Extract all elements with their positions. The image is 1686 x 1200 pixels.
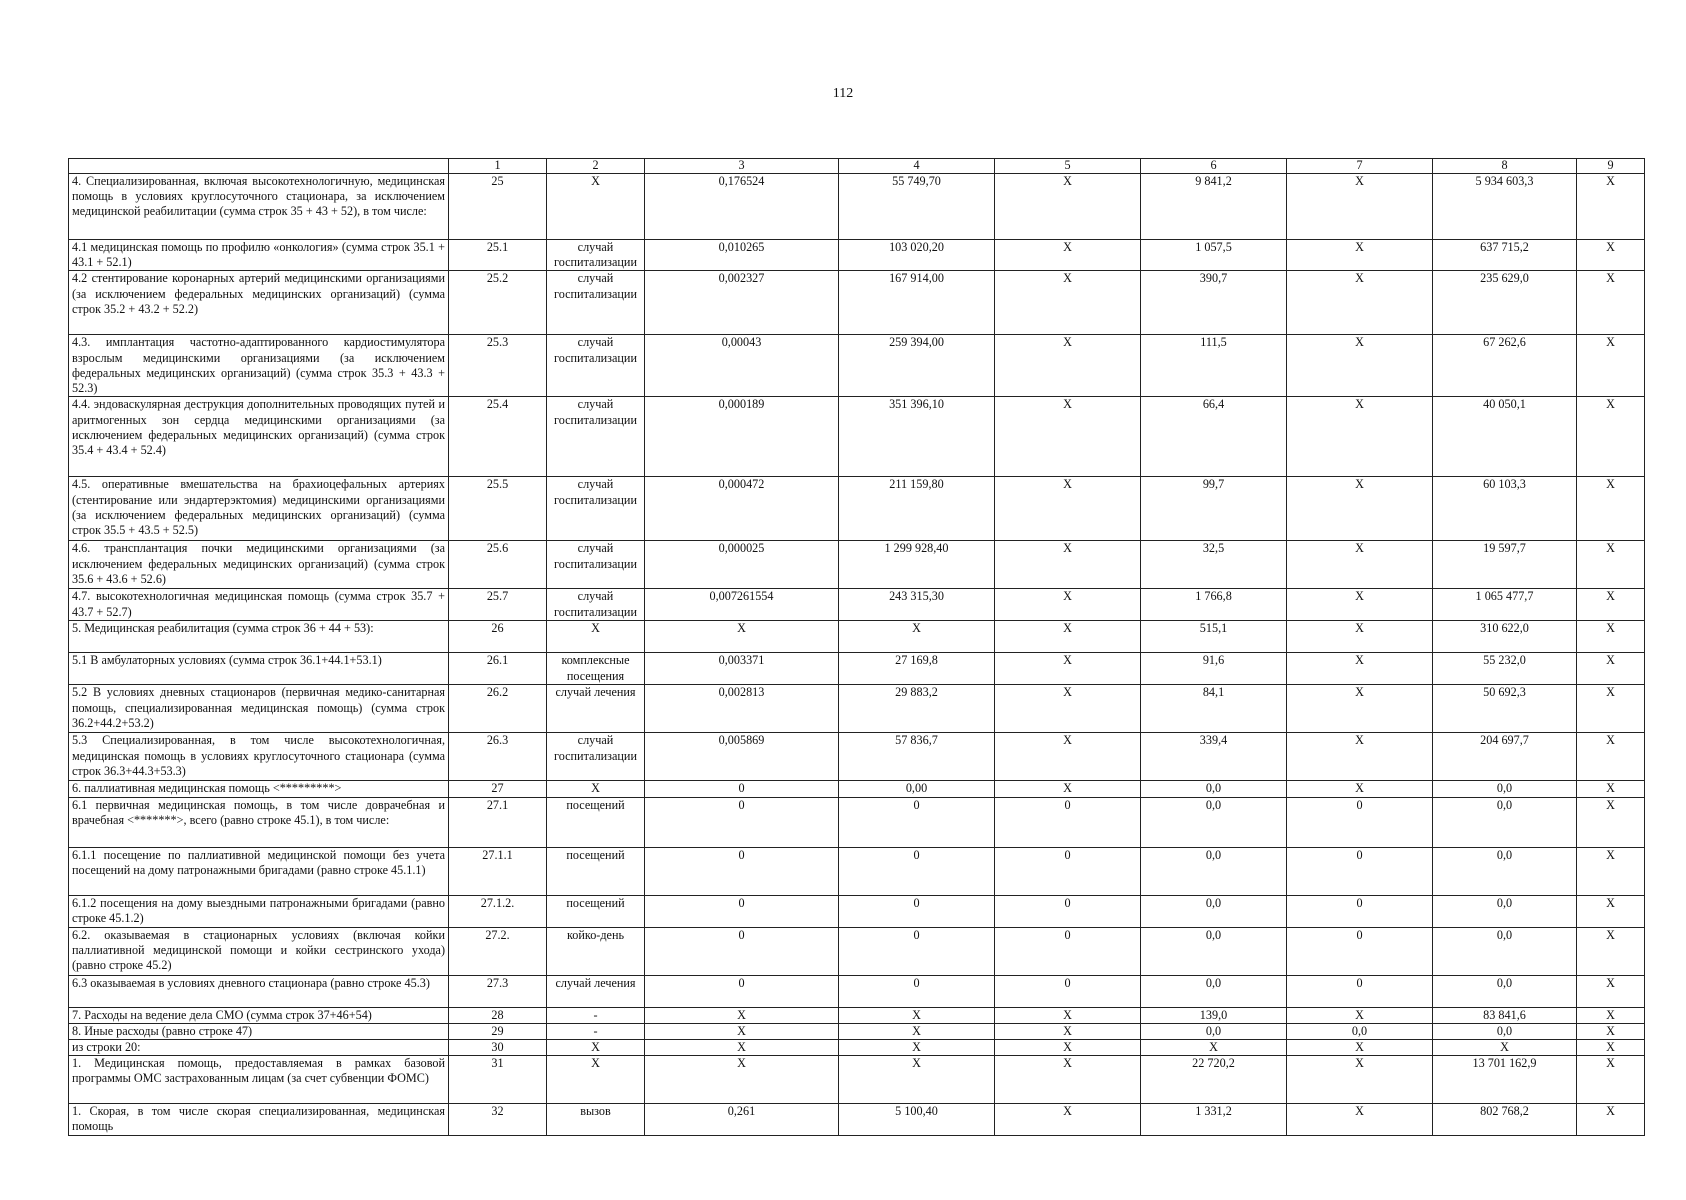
header-cell: 1 bbox=[449, 159, 547, 174]
table-row bbox=[69, 541, 1645, 589]
norm-cost-cell: X bbox=[839, 1040, 995, 1056]
row-label-cell: 5.3 Специализированная, в том числе высокотехнологичная, медицинская помощь в условиях круглосуточного стационара (сумма строк 36.3+44.3+53.3) bbox=[69, 733, 449, 781]
per-capita-oms-cell: 22 720,2 bbox=[1141, 1056, 1287, 1104]
row-code-cell: 28 bbox=[449, 1007, 547, 1023]
norm-volume-cell: 0 bbox=[645, 975, 839, 1007]
unit-cell: X bbox=[547, 621, 645, 653]
unit-cell: случай госпитализации bbox=[547, 271, 645, 335]
per-capita-budget-cell: X bbox=[995, 477, 1141, 541]
cost-oms-cell: 67 262,6 bbox=[1433, 335, 1577, 397]
unit-cell: - bbox=[547, 1023, 645, 1039]
cost-budget-cell: X bbox=[1287, 589, 1433, 621]
cost-budget-cell: X bbox=[1287, 685, 1433, 733]
norm-cost-cell: 259 394,00 bbox=[839, 335, 995, 397]
row-label-cell: 4.5. оперативные вмешательства на брахиоцефальных артериях (стентирование или эндартерэктомия) медицинскими организациями (за исключением федеральных медицинских организаций) (сумма строк 35.5 + 43.5 + 52.5) bbox=[69, 477, 449, 541]
per-capita-oms-cell: 1 057,5 bbox=[1141, 240, 1287, 271]
norm-cost-cell: X bbox=[839, 1007, 995, 1023]
row-code-cell: 31 bbox=[449, 1056, 547, 1104]
table-row bbox=[69, 1007, 1645, 1023]
unit-cell: комплексные посещения bbox=[547, 653, 645, 685]
per-capita-budget-cell: X bbox=[995, 1023, 1141, 1039]
row-label-cell: 6.1 первичная медицинская помощь, в том числе доврачебная и врачебная <*******>, всего (равно строке 45.1), в том числе: bbox=[69, 797, 449, 847]
cost-budget-cell: X bbox=[1287, 541, 1433, 589]
unit-cell: случай госпитализации bbox=[547, 477, 645, 541]
share-cell: X bbox=[1577, 733, 1645, 781]
norm-cost-cell: 0 bbox=[839, 927, 995, 975]
per-capita-budget-cell: X bbox=[995, 397, 1141, 477]
cost-budget-cell: X bbox=[1287, 781, 1433, 797]
row-code-cell: 26.1 bbox=[449, 653, 547, 685]
cost-budget-cell: 0 bbox=[1287, 895, 1433, 927]
unit-cell: посещений bbox=[547, 895, 645, 927]
unit-cell: случай лечения bbox=[547, 685, 645, 733]
row-code-cell: 29 bbox=[449, 1023, 547, 1039]
norm-cost-cell: 167 914,00 bbox=[839, 271, 995, 335]
norm-volume-cell: X bbox=[645, 1040, 839, 1056]
share-cell: X bbox=[1577, 847, 1645, 895]
norm-cost-cell: 0 bbox=[839, 895, 995, 927]
row-code-cell: 27.1.1 bbox=[449, 847, 547, 895]
table-row bbox=[69, 895, 1645, 927]
cost-oms-cell: 802 768,2 bbox=[1433, 1104, 1577, 1136]
unit-cell: случай госпитализации bbox=[547, 240, 645, 271]
share-cell: X bbox=[1577, 541, 1645, 589]
unit-cell: вызов bbox=[547, 1104, 645, 1136]
unit-cell: случай лечения bbox=[547, 975, 645, 1007]
header-cell: 4 bbox=[839, 159, 995, 174]
per-capita-budget-cell: 0 bbox=[995, 927, 1141, 975]
unit-cell: посещений bbox=[547, 797, 645, 847]
per-capita-budget-cell: X bbox=[995, 685, 1141, 733]
per-capita-budget-cell: X bbox=[995, 240, 1141, 271]
table-row bbox=[69, 847, 1645, 895]
per-capita-oms-cell: 339,4 bbox=[1141, 733, 1287, 781]
per-capita-budget-cell: X bbox=[995, 589, 1141, 621]
per-capita-oms-cell: 1 766,8 bbox=[1141, 589, 1287, 621]
norm-volume-cell: 0,005869 bbox=[645, 733, 839, 781]
row-code-cell: 27 bbox=[449, 781, 547, 797]
table-row bbox=[69, 397, 1645, 477]
norm-volume-cell: 0,000472 bbox=[645, 477, 839, 541]
norm-volume-cell: 0,002327 bbox=[645, 271, 839, 335]
norm-volume-cell: X bbox=[645, 621, 839, 653]
share-cell: X bbox=[1577, 1023, 1645, 1039]
cost-oms-cell: 0,0 bbox=[1433, 847, 1577, 895]
per-capita-budget-cell: X bbox=[995, 174, 1141, 240]
cost-oms-cell: 310 622,0 bbox=[1433, 621, 1577, 653]
norm-volume-cell: 0 bbox=[645, 847, 839, 895]
per-capita-oms-cell: 0,0 bbox=[1141, 781, 1287, 797]
share-cell: X bbox=[1577, 477, 1645, 541]
cost-budget-cell: 0 bbox=[1287, 847, 1433, 895]
cost-oms-cell: 50 692,3 bbox=[1433, 685, 1577, 733]
cost-budget-cell: X bbox=[1287, 1056, 1433, 1104]
per-capita-oms-cell: 0,0 bbox=[1141, 797, 1287, 847]
share-cell: X bbox=[1577, 975, 1645, 1007]
table-row bbox=[69, 927, 1645, 975]
share-cell: X bbox=[1577, 240, 1645, 271]
cost-oms-cell: 5 934 603,3 bbox=[1433, 174, 1577, 240]
share-cell: X bbox=[1577, 653, 1645, 685]
cost-oms-cell: 0,0 bbox=[1433, 975, 1577, 1007]
per-capita-budget-cell: 0 bbox=[995, 975, 1141, 1007]
per-capita-budget-cell: X bbox=[995, 653, 1141, 685]
per-capita-budget-cell: X bbox=[995, 733, 1141, 781]
row-code-cell: 30 bbox=[449, 1040, 547, 1056]
share-cell: X bbox=[1577, 589, 1645, 621]
row-code-cell: 25.1 bbox=[449, 240, 547, 271]
table-row bbox=[69, 1056, 1645, 1104]
cost-budget-cell: X bbox=[1287, 653, 1433, 685]
norm-volume-cell: X bbox=[645, 1056, 839, 1104]
table-row bbox=[69, 1104, 1645, 1136]
row-label-cell: 5. Медицинская реабилитация (сумма строк 36 + 44 + 53): bbox=[69, 621, 449, 653]
norm-cost-cell: 1 299 928,40 bbox=[839, 541, 995, 589]
row-label-cell: 4.3. имплантация частотно-адаптированного кардиостимулятора взрослым медицинскими организациями (за исключением федеральных медицинских организаций) (сумма строк 35.3 + 43.3 + 52.3) bbox=[69, 335, 449, 397]
cost-budget-cell: X bbox=[1287, 240, 1433, 271]
per-capita-oms-cell: 0,0 bbox=[1141, 927, 1287, 975]
row-label-cell: 4.1 медицинская помощь по профилю «онкология» (сумма строк 35.1 + 43.1 + 52.1) bbox=[69, 240, 449, 271]
norm-volume-cell: 0 bbox=[645, 927, 839, 975]
cost-oms-cell: 204 697,7 bbox=[1433, 733, 1577, 781]
cost-budget-cell: X bbox=[1287, 1007, 1433, 1023]
norm-volume-cell: 0,003371 bbox=[645, 653, 839, 685]
unit-cell: посещений bbox=[547, 847, 645, 895]
cost-oms-cell: 1 065 477,7 bbox=[1433, 589, 1577, 621]
per-capita-oms-cell: 390,7 bbox=[1141, 271, 1287, 335]
cost-budget-cell: X bbox=[1287, 397, 1433, 477]
norm-volume-cell: X bbox=[645, 1023, 839, 1039]
per-capita-oms-cell: 0,0 bbox=[1141, 1023, 1287, 1039]
per-capita-oms-cell: 84,1 bbox=[1141, 685, 1287, 733]
norm-cost-cell: X bbox=[839, 621, 995, 653]
column-number-row bbox=[69, 159, 1645, 174]
norm-volume-cell: 0,00043 bbox=[645, 335, 839, 397]
row-label-cell: 4.7. высокотехнологичная медицинская помощь (сумма строк 35.7 + 43.7 + 52.7) bbox=[69, 589, 449, 621]
cost-oms-cell: 0,0 bbox=[1433, 927, 1577, 975]
norm-cost-cell: 0 bbox=[839, 975, 995, 1007]
share-cell: X bbox=[1577, 1056, 1645, 1104]
norm-cost-cell: 103 020,20 bbox=[839, 240, 995, 271]
share-cell: X bbox=[1577, 797, 1645, 847]
norm-volume-cell: 0 bbox=[645, 895, 839, 927]
cost-oms-cell: 60 103,3 bbox=[1433, 477, 1577, 541]
row-label-cell: 4.2 стентирование коронарных артерий медицинскими организациями (за исключением федеральных медицинских организаций) (сумма строк 35.2 + 43.2 + 52.2) bbox=[69, 271, 449, 335]
norm-cost-cell: 27 169,8 bbox=[839, 653, 995, 685]
table-row bbox=[69, 621, 1645, 653]
cost-oms-cell: 0,0 bbox=[1433, 1023, 1577, 1039]
cost-budget-cell: 0,0 bbox=[1287, 1023, 1433, 1039]
table-row bbox=[69, 589, 1645, 621]
share-cell: X bbox=[1577, 1007, 1645, 1023]
header-cell: 6 bbox=[1141, 159, 1287, 174]
table-row bbox=[69, 1023, 1645, 1039]
row-code-cell: 26.3 bbox=[449, 733, 547, 781]
cost-oms-cell: 235 629,0 bbox=[1433, 271, 1577, 335]
table-row bbox=[69, 271, 1645, 335]
per-capita-budget-cell: X bbox=[995, 621, 1141, 653]
table-row bbox=[69, 733, 1645, 781]
unit-cell: койко-день bbox=[547, 927, 645, 975]
row-code-cell: 27.3 bbox=[449, 975, 547, 1007]
header-cell bbox=[69, 159, 449, 174]
row-code-cell: 26 bbox=[449, 621, 547, 653]
cost-oms-cell: 40 050,1 bbox=[1433, 397, 1577, 477]
per-capita-oms-cell: 0,0 bbox=[1141, 895, 1287, 927]
header-cell: 2 bbox=[547, 159, 645, 174]
share-cell: X bbox=[1577, 271, 1645, 335]
row-code-cell: 25.3 bbox=[449, 335, 547, 397]
cost-budget-cell: X bbox=[1287, 1104, 1433, 1136]
per-capita-budget-cell: X bbox=[995, 1040, 1141, 1056]
row-label-cell: 4.6. трансплантация почки медицинскими организациями (за исключением федеральных медицинских организаций) (сумма строк 35.6 + 43.6 + 52.6) bbox=[69, 541, 449, 589]
page-number: 112 bbox=[832, 86, 854, 101]
row-code-cell: 25.5 bbox=[449, 477, 547, 541]
norm-volume-cell: 0 bbox=[645, 797, 839, 847]
cost-oms-cell: 19 597,7 bbox=[1433, 541, 1577, 589]
norm-volume-cell: 0,002813 bbox=[645, 685, 839, 733]
header-cell: 5 bbox=[995, 159, 1141, 174]
norm-cost-cell: 5 100,40 bbox=[839, 1104, 995, 1136]
row-label-cell: из строки 20: bbox=[69, 1040, 449, 1056]
row-label-cell: 4.4. эндоваскулярная деструкция дополнительных проводящих путей и аритмогенных зон сердца медицинскими организациями (за исключением федеральных медицинских организаций) (сумма строк 35.4 + 43.4 + 52.4) bbox=[69, 397, 449, 477]
share-cell: X bbox=[1577, 1040, 1645, 1056]
per-capita-budget-cell: X bbox=[995, 271, 1141, 335]
norm-cost-cell: 0 bbox=[839, 847, 995, 895]
row-label-cell: 1. Скорая, в том числе скорая специализированная, медицинская помощь bbox=[69, 1104, 449, 1136]
per-capita-oms-cell: 99,7 bbox=[1141, 477, 1287, 541]
share-cell: X bbox=[1577, 335, 1645, 397]
table-row bbox=[69, 781, 1645, 797]
table-row bbox=[69, 975, 1645, 1007]
unit-cell: X bbox=[547, 174, 645, 240]
cost-oms-cell: 0,0 bbox=[1433, 781, 1577, 797]
share-cell: X bbox=[1577, 397, 1645, 477]
per-capita-budget-cell: X bbox=[995, 335, 1141, 397]
cost-budget-cell: X bbox=[1287, 174, 1433, 240]
per-capita-budget-cell: X bbox=[995, 1056, 1141, 1104]
unit-cell: случай госпитализации bbox=[547, 541, 645, 589]
cost-budget-cell: X bbox=[1287, 1040, 1433, 1056]
data-table bbox=[68, 158, 1645, 1136]
cost-oms-cell: 0,0 bbox=[1433, 797, 1577, 847]
norm-volume-cell: 0,007261554 bbox=[645, 589, 839, 621]
norm-cost-cell: X bbox=[839, 1023, 995, 1039]
share-cell: X bbox=[1577, 174, 1645, 240]
cost-budget-cell: X bbox=[1287, 621, 1433, 653]
norm-volume-cell: 0 bbox=[645, 781, 839, 797]
table-row bbox=[69, 797, 1645, 847]
row-code-cell: 27.1 bbox=[449, 797, 547, 847]
norm-cost-cell: 211 159,80 bbox=[839, 477, 995, 541]
cost-oms-cell: 637 715,2 bbox=[1433, 240, 1577, 271]
row-label-cell: 5.1 В амбулаторных условиях (сумма строк 36.1+44.1+53.1) bbox=[69, 653, 449, 685]
norm-volume-cell: 0,000189 bbox=[645, 397, 839, 477]
per-capita-oms-cell: 0,0 bbox=[1141, 975, 1287, 1007]
table-row bbox=[69, 653, 1645, 685]
norm-cost-cell: 0,00 bbox=[839, 781, 995, 797]
row-label-cell: 6.1.1 посещение по паллиативной медицинской помощи без учета посещений на дому патронажными бригадами (равно строке 45.1.1) bbox=[69, 847, 449, 895]
share-cell: X bbox=[1577, 1104, 1645, 1136]
row-code-cell: 32 bbox=[449, 1104, 547, 1136]
per-capita-oms-cell: 111,5 bbox=[1141, 335, 1287, 397]
cost-oms-cell: 55 232,0 bbox=[1433, 653, 1577, 685]
norm-volume-cell: 0,261 bbox=[645, 1104, 839, 1136]
unit-cell: X bbox=[547, 1040, 645, 1056]
unit-cell: случай госпитализации bbox=[547, 335, 645, 397]
row-code-cell: 25 bbox=[449, 174, 547, 240]
header-cell: 3 bbox=[645, 159, 839, 174]
cost-oms-cell: 13 701 162,9 bbox=[1433, 1056, 1577, 1104]
norm-volume-cell: X bbox=[645, 1007, 839, 1023]
row-label-cell: 5.2 В условиях дневных стационаров (первичная медико-санитарная помощь, специализированная медицинская помощь) (сумма строк 36.2+44.2+53.2) bbox=[69, 685, 449, 733]
per-capita-budget-cell: 0 bbox=[995, 847, 1141, 895]
per-capita-oms-cell: 91,6 bbox=[1141, 653, 1287, 685]
per-capita-oms-cell: X bbox=[1141, 1040, 1287, 1056]
per-capita-oms-cell: 0,0 bbox=[1141, 847, 1287, 895]
per-capita-budget-cell: 0 bbox=[995, 797, 1141, 847]
share-cell: X bbox=[1577, 685, 1645, 733]
norm-cost-cell: 29 883,2 bbox=[839, 685, 995, 733]
row-code-cell: 27.2. bbox=[449, 927, 547, 975]
norm-cost-cell: 55 749,70 bbox=[839, 174, 995, 240]
row-label-cell: 6.2. оказываемая в стационарных условиях (включая койки паллиативной медицинской помощи и койки сестринского ухода) (равно строке 45.2) bbox=[69, 927, 449, 975]
row-label-cell: 8. Иные расходы (равно строке 47) bbox=[69, 1023, 449, 1039]
row-label-cell: 1. Медицинская помощь, предоставляемая в рамках базовой программы ОМС застрахованным лицам (за счет субвенции ФОМС) bbox=[69, 1056, 449, 1104]
cost-budget-cell: X bbox=[1287, 733, 1433, 781]
table-row bbox=[69, 174, 1645, 240]
per-capita-oms-cell: 9 841,2 bbox=[1141, 174, 1287, 240]
per-capita-oms-cell: 66,4 bbox=[1141, 397, 1287, 477]
share-cell: X bbox=[1577, 781, 1645, 797]
norm-cost-cell: X bbox=[839, 1056, 995, 1104]
table-row bbox=[69, 477, 1645, 541]
table-row bbox=[69, 1040, 1645, 1056]
share-cell: X bbox=[1577, 895, 1645, 927]
row-code-cell: 26.2 bbox=[449, 685, 547, 733]
norm-volume-cell: 0,176524 bbox=[645, 174, 839, 240]
row-code-cell: 25.2 bbox=[449, 271, 547, 335]
row-label-cell: 6.3 оказываемая в условиях дневного стационара (равно строке 45.3) bbox=[69, 975, 449, 1007]
per-capita-oms-cell: 515,1 bbox=[1141, 621, 1287, 653]
cost-budget-cell: 0 bbox=[1287, 927, 1433, 975]
row-code-cell: 25.6 bbox=[449, 541, 547, 589]
cost-budget-cell: 0 bbox=[1287, 975, 1433, 1007]
cost-oms-cell: X bbox=[1433, 1040, 1577, 1056]
unit-cell: случай госпитализации bbox=[547, 397, 645, 477]
row-label-cell: 4. Специализированная, включая высокотехнологичную, медицинская помощь в условиях круглосуточного стационара, за исключением медицинской реабилитации (сумма строк 35 + 43 + 52), в том числе: bbox=[69, 174, 449, 240]
norm-cost-cell: 351 396,10 bbox=[839, 397, 995, 477]
row-label-cell: 6.1.2 посещения на дому выездными патронажными бригадами (равно строке 45.1.2) bbox=[69, 895, 449, 927]
cost-budget-cell: 0 bbox=[1287, 797, 1433, 847]
table-row bbox=[69, 685, 1645, 733]
cost-budget-cell: X bbox=[1287, 477, 1433, 541]
norm-cost-cell: 57 836,7 bbox=[839, 733, 995, 781]
norm-volume-cell: 0,000025 bbox=[645, 541, 839, 589]
header-cell: 7 bbox=[1287, 159, 1433, 174]
row-label-cell: 6. паллиативная медицинская помощь <*********> bbox=[69, 781, 449, 797]
cost-oms-cell: 0,0 bbox=[1433, 895, 1577, 927]
unit-cell: случай госпитализации bbox=[547, 733, 645, 781]
row-code-cell: 27.1.2. bbox=[449, 895, 547, 927]
norm-cost-cell: 0 bbox=[839, 797, 995, 847]
table-row bbox=[69, 240, 1645, 271]
row-label-cell: 7. Расходы на ведение дела СМО (сумма строк 37+46+54) bbox=[69, 1007, 449, 1023]
unit-cell: X bbox=[547, 1056, 645, 1104]
per-capita-budget-cell: X bbox=[995, 781, 1141, 797]
header-cell: 8 bbox=[1433, 159, 1577, 174]
per-capita-oms-cell: 139,0 bbox=[1141, 1007, 1287, 1023]
cost-budget-cell: X bbox=[1287, 271, 1433, 335]
cost-budget-cell: X bbox=[1287, 335, 1433, 397]
per-capita-budget-cell: X bbox=[995, 541, 1141, 589]
per-capita-oms-cell: 32,5 bbox=[1141, 541, 1287, 589]
table-body bbox=[69, 174, 1645, 1136]
per-capita-budget-cell: 0 bbox=[995, 895, 1141, 927]
row-code-cell: 25.4 bbox=[449, 397, 547, 477]
header-cell: 9 bbox=[1577, 159, 1645, 174]
unit-cell: - bbox=[547, 1007, 645, 1023]
unit-cell: X bbox=[547, 781, 645, 797]
norm-volume-cell: 0,010265 bbox=[645, 240, 839, 271]
cost-oms-cell: 83 841,6 bbox=[1433, 1007, 1577, 1023]
share-cell: X bbox=[1577, 621, 1645, 653]
per-capita-budget-cell: X bbox=[995, 1104, 1141, 1136]
per-capita-budget-cell: X bbox=[995, 1007, 1141, 1023]
unit-cell: случай госпитализации bbox=[547, 589, 645, 621]
row-code-cell: 25.7 bbox=[449, 589, 547, 621]
table-row bbox=[69, 335, 1645, 397]
share-cell: X bbox=[1577, 927, 1645, 975]
norm-cost-cell: 243 315,30 bbox=[839, 589, 995, 621]
per-capita-oms-cell: 1 331,2 bbox=[1141, 1104, 1287, 1136]
